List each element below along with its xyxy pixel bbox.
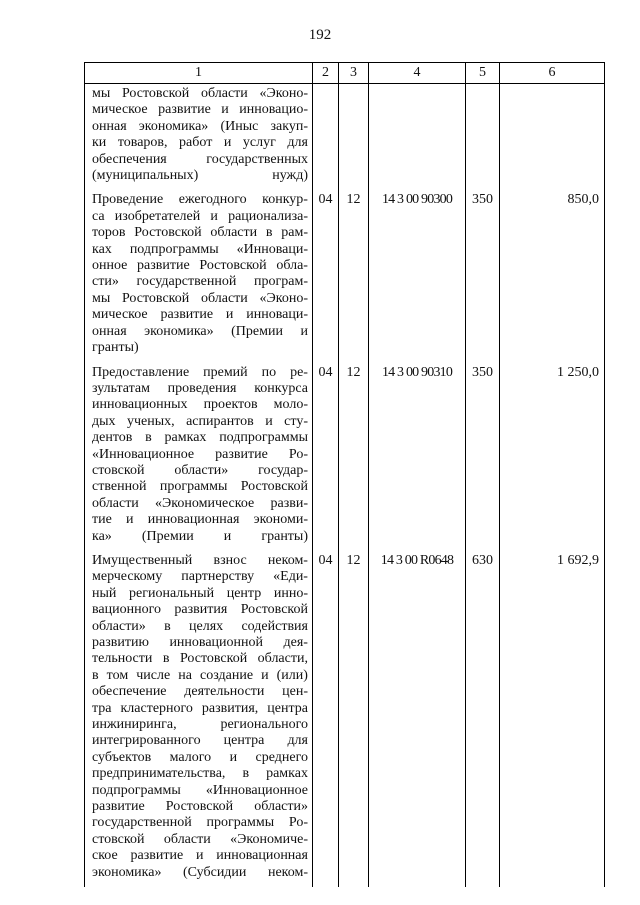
description-line: дых ученых, аспирантов и сту- — [92, 413, 308, 429]
budget-table — [84, 62, 605, 887]
c5-cell: 350 — [466, 363, 500, 551]
description-line: экономика» (Субсидии неком- — [92, 864, 308, 880]
description-line: области» в целях содействия — [92, 618, 308, 634]
description-line: са изобретателей и рационализа- — [92, 208, 308, 224]
description-line: онная экономика» (Иныс закуп- — [92, 118, 308, 134]
page-number: 192 — [308, 27, 332, 43]
description-line: ственной программы Ростовской — [92, 479, 308, 495]
c4-cell: 14 3 00 90310 — [369, 363, 466, 551]
column-header: 4 — [369, 63, 466, 84]
table-row — [85, 551, 605, 887]
description-line: мерческому партнерству «Еди- — [92, 569, 308, 585]
description-line: интегрированного центра для — [92, 733, 308, 749]
description-line: подпрограммы «Инновационное — [92, 782, 308, 798]
c4-cell — [369, 84, 466, 191]
c2-cell: 04 — [313, 363, 339, 551]
column-header: 1 — [85, 63, 313, 84]
description-line: предпринимательства, в рамках — [92, 766, 308, 782]
column-header: 5 — [466, 63, 500, 84]
description-line: мы Ростовской области «Эконо- — [92, 86, 308, 101]
description-line: обеспечения государственных — [92, 151, 308, 167]
table-row — [85, 363, 605, 551]
column-header: 2 — [313, 63, 339, 84]
description-line: развитию инновационной дея- — [92, 635, 308, 650]
c2-cell: 04 — [313, 551, 339, 887]
c6-cell: 850,0 — [500, 190, 605, 362]
table-header-row — [85, 63, 605, 84]
description-cell — [85, 363, 313, 551]
description-line: тие и инновационная экономи- — [92, 512, 308, 528]
description-line: Имущественный взнос неком- — [92, 552, 308, 568]
description-line: мическое развитие и инновацио- — [92, 102, 308, 118]
description-line: гранты) — [92, 340, 139, 356]
description-line: ках подпрограммы «Инноваци- — [92, 241, 308, 257]
c6-cell: 1 250,0 — [500, 363, 605, 551]
description-line: «Инновационное развитие Ро- — [92, 446, 308, 462]
description-line: онное развитие Ростовской обла- — [92, 258, 308, 274]
description-line: ское развитие и инновационная — [92, 848, 308, 864]
description-line: субъектов малого и среднего — [92, 749, 308, 765]
c5-cell: 350 — [466, 190, 500, 362]
c5-cell: 630 — [466, 551, 500, 887]
table-body — [85, 84, 605, 888]
description-line: Предоставление премий по ре- — [92, 364, 308, 380]
c2-cell: 04 — [313, 190, 339, 362]
description-line: тра кластерного развития, центра — [92, 700, 308, 716]
description-line: мическое развитие и инноваци- — [92, 307, 308, 323]
description-cell — [85, 190, 313, 362]
description-cell — [85, 84, 313, 191]
description-line: торов Ростовской области в рам- — [92, 225, 308, 241]
description-line: сти» государственной програм- — [92, 274, 308, 290]
description-line: ный региональный центр инно- — [92, 585, 308, 601]
description-line: развитие Ростовской области» — [92, 799, 308, 815]
description-line: стовской области «Экономиче- — [92, 831, 308, 847]
description-line: стовской области» государ- — [92, 462, 308, 478]
c4-cell: 14 3 00 R0648 — [369, 551, 466, 887]
description-line: вационного развития Ростовской — [92, 602, 308, 618]
c5-cell — [466, 84, 500, 191]
c3-cell: 12 — [339, 363, 369, 551]
column-header: 3 — [339, 63, 369, 84]
description-line: инновационных проектов моло- — [92, 397, 308, 413]
description-line: тельности в Ростовской области, — [92, 651, 308, 667]
description-line: дентов в рамках подпрограммы — [92, 430, 308, 446]
description-line: ка» (Премии и гранты) — [92, 528, 308, 544]
description-line: обеспечение деятельности цен- — [92, 684, 308, 700]
description-line: онная экономика» (Премии и — [92, 323, 308, 339]
c6-cell: 1 692,9 — [500, 551, 605, 887]
column-header: 6 — [500, 63, 605, 84]
c4-cell: 14 3 00 90300 — [369, 190, 466, 362]
description-line: Проведение ежегодного конкур- — [92, 192, 308, 208]
table-row — [85, 84, 605, 191]
c2-cell — [313, 84, 339, 191]
description-line: (муниципальных) нужд) — [92, 168, 308, 184]
description-line: в том числе на создание и (или) — [92, 667, 308, 683]
c6-cell — [500, 84, 605, 191]
c3-cell: 12 — [339, 551, 369, 887]
c3-cell: 12 — [339, 190, 369, 362]
table-row — [85, 190, 605, 362]
description-line: ки товаров, работ и услуг для — [92, 135, 308, 151]
description-line: мы Ростовской области «Эконо- — [92, 290, 308, 306]
description-line: инжиниринга, регионального — [92, 717, 308, 733]
description-line: области «Экономическое разви- — [92, 495, 308, 511]
c3-cell — [339, 84, 369, 191]
description-line: государственной программы Ро- — [92, 815, 308, 831]
description-cell — [85, 551, 313, 887]
description-line: зультатам проведения конкурса — [92, 380, 308, 396]
